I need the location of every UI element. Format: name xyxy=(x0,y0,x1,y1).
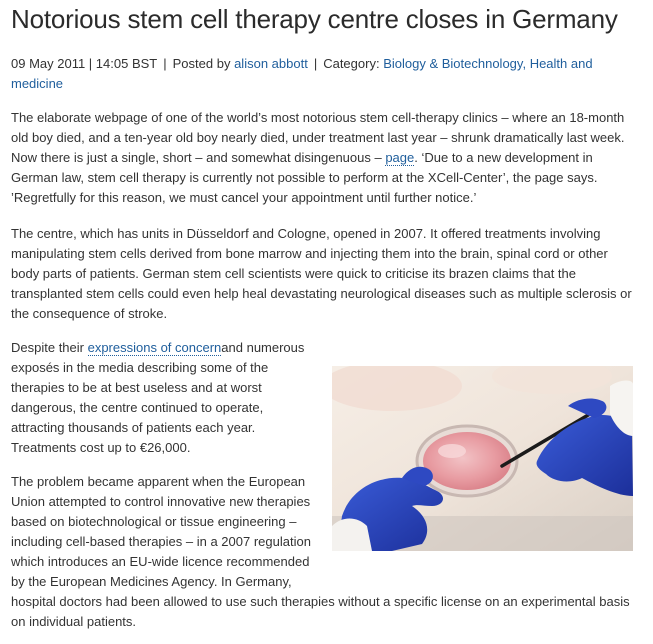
page-link[interactable]: page xyxy=(385,150,415,165)
paragraph-line: exposés in the media describing some of the xyxy=(11,360,269,375)
paragraph-line: by the European Medicines Agency. In Germany, xyxy=(11,574,292,589)
paragraph-line: Treatments cost up to €26,000. xyxy=(11,440,191,455)
paragraph-line: The elaborate webpage of one of the world’s most notorious stem cell-therapy clinics – where an 18-month xyxy=(11,110,625,125)
paragraph-line: hospital doctors had been allowed to use such therapies without a specific license on an experimental basis xyxy=(11,594,630,609)
article-title: Notorious stem cell therapy centre closes in Germany xyxy=(11,4,618,34)
paragraph-1 xyxy=(11,108,635,208)
paragraph-line: the consequence of stroke. xyxy=(11,306,168,321)
paragraph-line: attracting thousands of patients each year. xyxy=(11,420,256,435)
category-link-biology[interactable]: Biology & Biotechnology, xyxy=(383,56,527,71)
paragraph-line: Union attempted to control innovative new therapies xyxy=(11,494,311,509)
author-link[interactable]: alison abbott xyxy=(234,56,308,71)
paragraph-line: body parts of patients. German stem cell scientists were quick to criticise its brazen claims that the xyxy=(11,266,577,281)
paragraph-line: on individual patients. xyxy=(11,614,137,629)
article-meta xyxy=(11,54,631,94)
category-label: Category: xyxy=(323,56,380,71)
petri-dish-illustration xyxy=(332,366,633,551)
paragraph-line: based on biotechnological or tissue engineering – xyxy=(11,514,297,529)
text-span: Now there is just a single, short – and somewhat disingenuous – xyxy=(11,150,386,165)
paragraph-line: dangerous, the centre continued to operate, xyxy=(11,400,264,415)
paragraph-line: which introduces an EU-wide licence recommended xyxy=(11,554,310,569)
expressions-of-concern-link[interactable]: expressions of concern xyxy=(87,340,222,355)
category-link-health-part2: medicine xyxy=(11,76,64,91)
text-span: . ‘Due to a new development in xyxy=(414,150,593,165)
paragraph-line: German law, stem cell therapy is currently not possible to perform at the XCell-Center’, the page says. xyxy=(11,170,598,185)
paragraph-line: manipulating stem cells derived from bone marrow and injecting them into the brain, spinal cord or other xyxy=(11,246,608,261)
article-photo-petri-dish xyxy=(332,366,633,551)
paragraph-line: therapies to be at best useless and at worst xyxy=(11,380,262,395)
paragraph-3 xyxy=(11,338,321,458)
paragraph-line: The centre, which has units in Düsseldorf and Cologne, opened in 2007. It offered treatments involving xyxy=(11,226,601,241)
category-link-health-part1: Health and xyxy=(529,56,593,71)
post-datetime: 09 May 2011 | 14:05 BST xyxy=(11,56,158,71)
paragraph-line xyxy=(11,148,635,168)
posted-by-label: Posted by xyxy=(172,56,231,71)
paragraph-line: including cell-based therapies – in a 2007 regulation xyxy=(11,534,311,549)
text-span: and numerous xyxy=(221,340,305,355)
meta-separator: | xyxy=(313,56,318,71)
paragraph-line: transplanted stem cells could even help heal devastating neurological diseases such as multiple sclerosis or xyxy=(11,286,632,301)
text-span: Despite their xyxy=(11,340,88,355)
paragraph-line: old boy died, and a ten-year old boy nearly died, under treatment last year – shrunk dramatically last week. xyxy=(11,130,625,145)
paragraph-2 xyxy=(11,224,635,324)
paragraph-line: The problem became apparent when the European xyxy=(11,474,306,489)
meta-separator: | xyxy=(163,56,167,71)
paragraph-line: ’Regretfully for this reason, we must cancel your appointment until further notice.’ xyxy=(11,190,477,205)
paragraph-line xyxy=(11,338,321,358)
